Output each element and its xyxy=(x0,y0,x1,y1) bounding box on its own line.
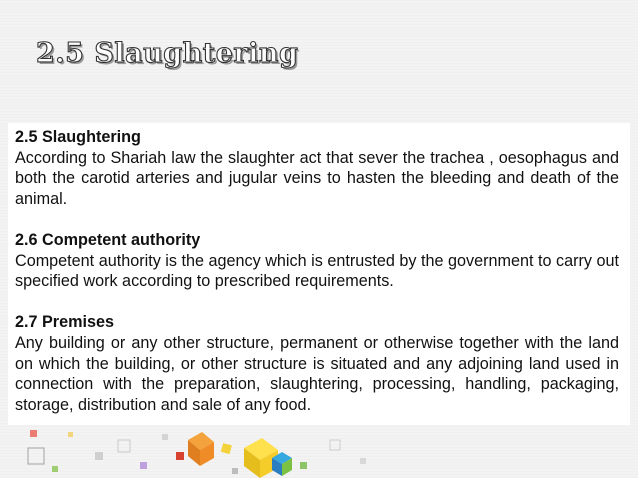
slide-title: 2.5 Slaughtering xyxy=(36,38,299,69)
section-heading: 2.7 Premises xyxy=(15,313,114,332)
definition-section-competent-authority xyxy=(15,230,619,292)
section-text: According to Shariah law the slaughter act that sever the trachea , oesophagus and both the carotid arteries and jugular veins to hasten the bleeding and death of the animal. xyxy=(15,148,619,208)
definition-section-slaughtering xyxy=(15,127,619,209)
section-text: Any building or any other structure, permanent or otherwise together with the land on which the building, or other structure is situated and any adjoining land used in connection with the preparation, slaughtering, processing, handling, packaging, storage, distribution and sale of any food. xyxy=(15,333,619,414)
section-heading: 2.6 Competent authority xyxy=(15,230,201,249)
section-heading: 2.5 Slaughtering xyxy=(15,128,141,146)
content-body xyxy=(15,127,619,415)
definition-section-premises xyxy=(15,312,619,415)
section-text: Competent authority is the agency which is entrusted by the government to carry out specified work according to prescribed requirements. xyxy=(15,251,619,291)
